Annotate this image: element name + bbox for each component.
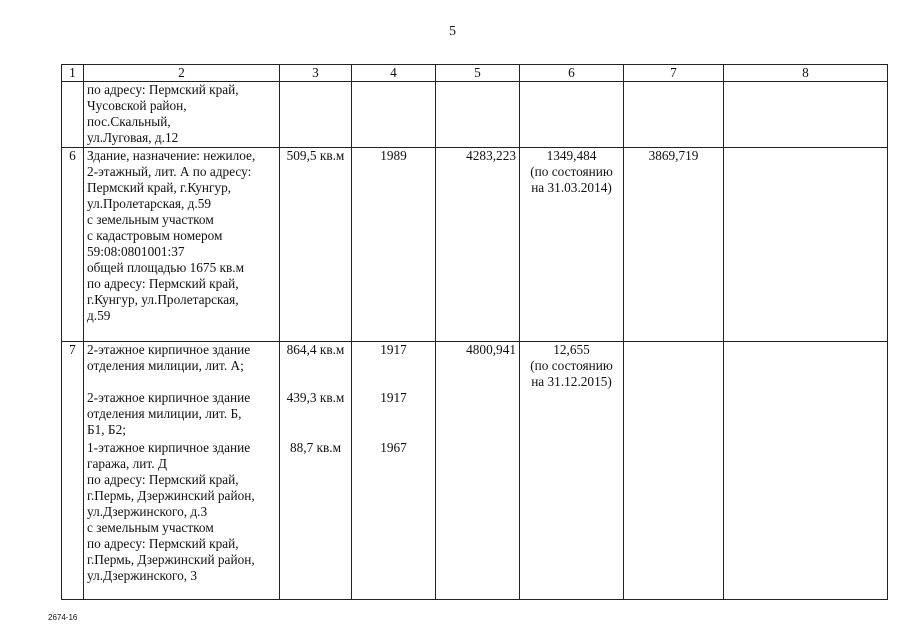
building-b-description: 2-этажное кирпичное здание отделения милиции, лит. Б, Б1, Б2; — [87, 390, 251, 437]
document-code: 2674-16 — [48, 613, 78, 622]
table-row — [62, 82, 888, 148]
property-table — [61, 64, 888, 600]
description-cell — [84, 342, 280, 600]
row-number-cell: 7 — [62, 342, 84, 600]
table-row — [62, 342, 888, 600]
header-cell: 7 — [624, 65, 724, 82]
year-cell — [352, 342, 436, 600]
col8-cell — [724, 342, 888, 600]
year-a: 1917 — [380, 342, 407, 357]
col8-cell — [724, 148, 888, 342]
row-number-cell: 6 — [62, 148, 84, 342]
year-b: 1917 — [380, 390, 407, 405]
area-a: 864,4 кв.м — [286, 342, 345, 357]
building-a-description: 2-этажное кирпичное здание отделения милиции, лит. А; — [87, 342, 251, 373]
col6-cell — [520, 82, 624, 148]
col7-cell — [624, 342, 724, 600]
description-cell: Здание, назначение: нежилое, 2-этажный, лит. А по адресу: Пермский край, г.Кунгур, ул.Пролетарская, д.59 с земельным участком с кадастровым номером 59:08:0801001:37 общей площадью 1675 кв.м по адресу: Пермский край, г.Кунгур, ул.Пролетарская, д.59 — [84, 148, 280, 342]
header-cell: 6 — [520, 65, 624, 82]
col5-cell — [436, 82, 520, 148]
table-row — [62, 148, 888, 342]
area-b: 439,3 кв.м — [286, 390, 345, 405]
area-cell — [280, 342, 352, 600]
year-cell — [352, 82, 436, 148]
col7-cell — [624, 82, 724, 148]
table-header-row — [62, 65, 888, 82]
header-cell: 1 — [62, 65, 84, 82]
col6-cell: 1349,484 (по состоянию на 31.03.2014) — [520, 148, 624, 342]
year-d: 1967 — [380, 440, 407, 455]
header-cell: 8 — [724, 65, 888, 82]
page-number: 5 — [449, 24, 456, 39]
area-cell: 509,5 кв.м — [280, 148, 352, 342]
col5-cell: 4283,223 — [436, 148, 520, 342]
header-cell: 3 — [280, 65, 352, 82]
area-d: 88,7 кв.м — [289, 440, 342, 455]
col8-cell — [724, 82, 888, 148]
header-cell: 4 — [352, 65, 436, 82]
description-cell: по адресу: Пермский край, Чусовской район, пос.Скальный, ул.Луговая, д.12 — [84, 82, 280, 148]
building-d-description: 1-этажное кирпичное здание гаража, лит. Д по адресу: Пермский край, г.Пермь, Дзержинский район, ул.Дзержинского, д.3 с земельным участком по адресу: Пермский край, г.Пермь, Дзержинский район, ул.Дзержинского, 3 — [87, 440, 255, 583]
col7-cell: 3869,719 — [624, 148, 724, 342]
header-cell: 5 — [436, 65, 520, 82]
col5-cell: 4800,941 — [436, 342, 520, 600]
col6-cell: 12,655 (по состоянию на 31.12.2015) — [520, 342, 624, 600]
row-number-cell — [62, 82, 84, 148]
area-cell — [280, 82, 352, 148]
header-cell: 2 — [84, 65, 280, 82]
year-cell: 1989 — [352, 148, 436, 342]
